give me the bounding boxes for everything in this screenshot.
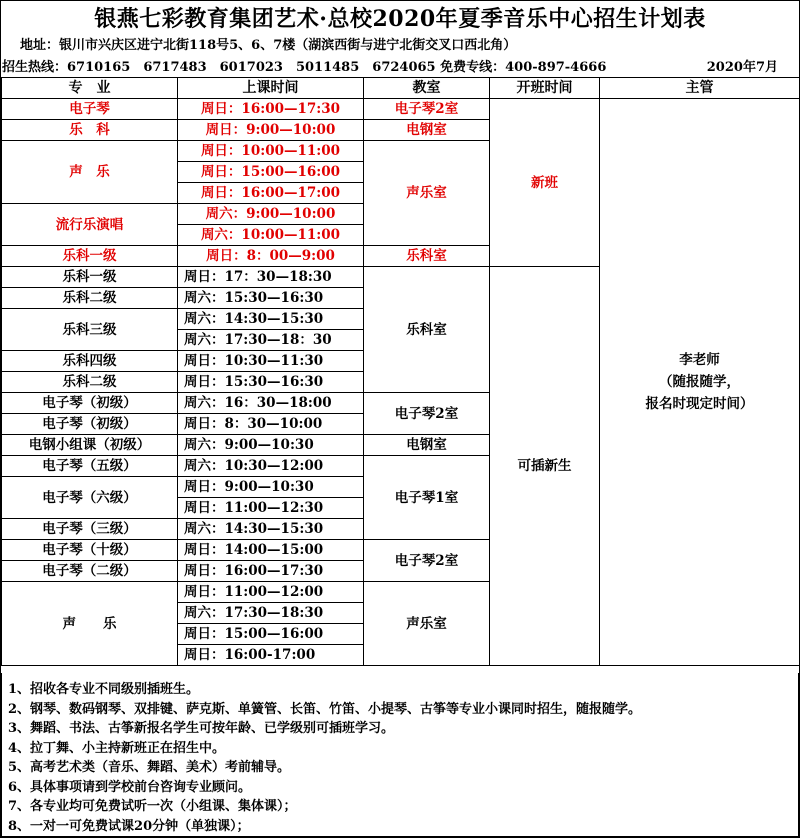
time-cell: 周六：10:00—11:00 [178,225,364,246]
major-cell: 电子琴（十级） [2,540,178,561]
table-row [2,99,800,120]
schedule-table [1,77,800,666]
time-cell: 周六：9:00—10:00 [178,204,364,225]
major-cell: 电子琴 [2,99,178,120]
room-cell: 电子琴2室 [364,393,490,435]
supervisor-note-2: 报名时现定时间） [645,396,754,412]
time-cell: 周六：17:30—18:30 [178,603,364,624]
time-cell: 周日：10:30—11:30 [178,351,364,372]
major-cell: 乐 科 [2,120,178,141]
time-cell: 周日：10:00—11:00 [178,141,364,162]
major-cell: 电钢小组课（初级） [2,435,178,456]
time-cell: 周日：15:00—16:00 [178,162,364,183]
notes-section [1,673,799,837]
time-cell: 周六：10:30—12:00 [178,456,364,477]
major-cell: 声 乐 [2,582,178,666]
major-cell: 乐科二级 [2,372,178,393]
time-cell: 周日：16:00—17:30 [178,561,364,582]
hotline-numbers: 招生热线：6710165 6717483 6017023 5011485 6724065 免费专线：400-897-4666 [2,60,607,75]
major-cell: 电子琴（五级） [2,456,178,477]
major-cell: 电子琴（三级） [2,519,178,540]
time-cell: 周六：14:30—15:30 [178,519,364,540]
column-header-supervisor: 主管 [600,78,800,99]
time-cell: 周六：14:30—15:30 [178,309,364,330]
open-insert-cell: 可插新生 [490,267,600,666]
column-header-room: 教室 [364,78,490,99]
major-cell: 电子琴（初级） [2,393,178,414]
time-cell: 周日：15:00—16:00 [178,624,364,645]
open-new-cell: 新班 [490,99,600,267]
major-cell: 乐科四级 [2,351,178,372]
room-cell: 声乐室 [364,141,490,246]
room-cell: 声乐室 [364,582,490,666]
major-cell: 乐科三级 [2,309,178,351]
time-cell: 周日：14:00—15:00 [178,540,364,561]
major-cell: 声 乐 [2,141,178,204]
major-cell: 乐科一级 [2,267,178,288]
room-cell: 电钢室 [364,435,490,456]
major-cell: 电子琴（六级） [2,477,178,519]
time-cell: 周日：11:00—12:00 [178,582,364,603]
major-cell: 乐科一级 [2,246,178,267]
time-cell: 周日：8：30—10:00 [178,414,364,435]
time-cell: 周日：16:00—17:30 [178,99,364,120]
time-cell: 周日：16:00—17:00 [178,183,364,204]
supervisor-name: 李老师 [679,352,720,368]
major-cell: 电子琴（二级） [2,561,178,582]
supervisor-cell [600,99,800,666]
note-item: 7、各专业均可免费试听一次（小组课、集体课）； [8,799,297,814]
time-cell: 周日：17：30—18:30 [178,267,364,288]
page-title: 银燕七彩教育集团艺术·总校2020年夏季音乐中心招生计划表 [94,6,706,32]
hotline-line [2,56,798,75]
time-cell: 周六：9:00—10:30 [178,435,364,456]
room-cell: 电子琴2室 [364,99,490,120]
supervisor-note-1: （随报随学， [659,374,740,390]
room-cell: 乐科室 [364,267,490,393]
issue-date: 2020年7月 [706,60,778,75]
time-cell: 周日：8：00—9:00 [178,246,364,267]
room-cell: 电子琴1室 [364,456,490,540]
major-cell: 电子琴（初级） [2,414,178,435]
time-cell: 周六：15:30—16:30 [178,288,364,309]
table-header-row [2,78,800,99]
time-cell: 周六：16：30—18:00 [178,393,364,414]
note-item: 3、舞蹈、书法、古筝新报名学生可按年龄、已学级别可插班学习。 [8,721,395,736]
time-cell: 周六：17:30—18：30 [178,330,364,351]
major-cell: 流行乐演唱 [2,204,178,246]
room-cell: 电子琴2室 [364,540,490,582]
time-cell: 周日：9:00—10:30 [178,477,364,498]
address-line: 地址：银川市兴庆区进宁北街118号5、6、7楼（湖滨西街与进宁北街交叉口西北角） [20,38,517,53]
time-cell: 周日：16:00-17:00 [178,645,364,666]
note-item: 1、招收各专业不同级别插班生。 [8,682,200,697]
note-item: 5、高考艺术类（音乐、舞蹈、美术）考前辅导。 [8,760,291,775]
note-item: 2、钢琴、数码钢琴、双排键、萨克斯、单簧管、长笛、竹笛、小提琴、古筝等专业小课同时招生，随报随学。 [8,701,642,717]
note-item: 4、拉丁舞、小主持新班正在招生中。 [8,740,226,756]
room-cell: 乐科室 [364,246,490,267]
time-cell: 周日：15:30—16:30 [178,372,364,393]
room-cell: 电钢室 [364,120,490,141]
column-header-time: 上课时间 [178,78,364,99]
major-cell: 乐科二级 [2,288,178,309]
time-cell: 周日：11:00—12:30 [178,498,364,519]
note-item: 8、一对一可免费试课20分钟（单独课）； [8,818,250,834]
note-item: 6、具体事项请到学校前台咨询专业顾问。 [8,779,252,795]
column-header-open: 开班时间 [490,78,600,99]
column-header-major: 专 业 [2,78,178,99]
time-cell: 周日：9:00—10:00 [178,120,364,141]
